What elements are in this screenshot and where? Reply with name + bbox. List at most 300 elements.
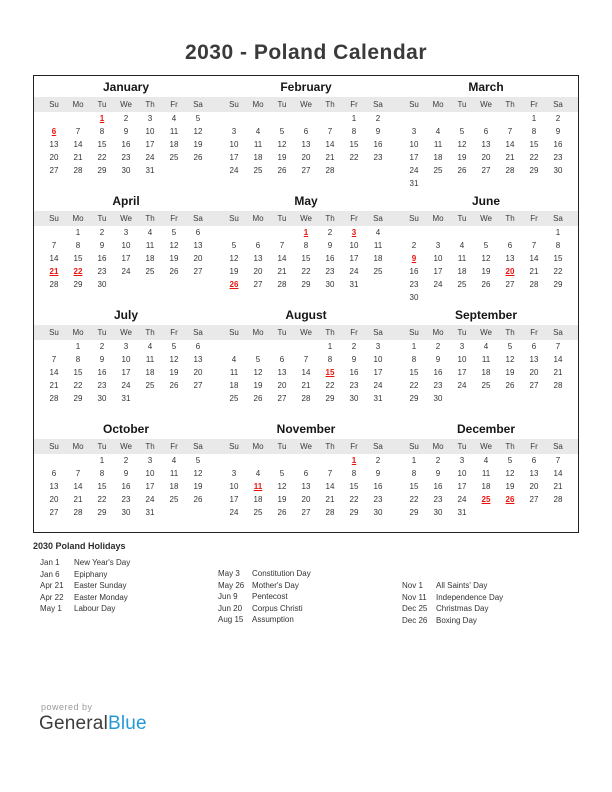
day-cell: 16 bbox=[373, 140, 383, 149]
day-cell: 19 bbox=[277, 495, 287, 504]
day-cell: 31 bbox=[457, 508, 467, 517]
day-cell: 9 bbox=[375, 469, 381, 478]
month-march bbox=[402, 76, 570, 190]
day-cell: 6 bbox=[303, 469, 309, 478]
day-cell: 23 bbox=[325, 267, 335, 276]
day-cell: 26 bbox=[253, 394, 263, 403]
empty-cell bbox=[474, 392, 498, 405]
weekday-label: Th bbox=[145, 100, 155, 109]
day-cell: 28 bbox=[73, 508, 83, 517]
day-cell: 15 bbox=[349, 140, 359, 149]
day-cell: 2 bbox=[351, 342, 357, 351]
day-cell: 12 bbox=[277, 140, 287, 149]
day-cell: 3 bbox=[375, 342, 381, 351]
day-cell: 23 bbox=[97, 381, 107, 390]
day-cell: 2 bbox=[375, 114, 381, 123]
day-cell: 20 bbox=[49, 153, 59, 162]
day-cell: 22 bbox=[553, 267, 563, 276]
holiday-date: May 3 bbox=[218, 569, 240, 578]
holiday-date: Nov 1 bbox=[402, 581, 423, 590]
day-cell: 29 bbox=[73, 394, 83, 403]
day-cell: 29 bbox=[553, 280, 563, 289]
empty-cell bbox=[450, 177, 474, 190]
day-cell: 27 bbox=[49, 166, 59, 175]
holiday-entry bbox=[218, 603, 311, 615]
day-cell: 10 bbox=[457, 355, 467, 364]
empty-cell bbox=[522, 226, 546, 239]
weekday-label: Sa bbox=[553, 214, 563, 223]
day-cell: 14 bbox=[529, 254, 539, 263]
day-cell: 21 bbox=[301, 381, 311, 390]
month-title: May bbox=[294, 194, 318, 208]
weekday-label: Tu bbox=[277, 214, 287, 223]
holiday-column-2 bbox=[218, 568, 311, 626]
day-cell: 22 bbox=[529, 153, 539, 162]
empty-cell bbox=[186, 278, 210, 291]
day-cell: 27 bbox=[193, 267, 203, 276]
weekday-label: Sa bbox=[373, 214, 383, 223]
weekday-label: Fr bbox=[350, 328, 358, 337]
empty-cell bbox=[522, 177, 546, 190]
empty-cell bbox=[294, 454, 318, 467]
day-cell: 11 bbox=[457, 254, 467, 263]
holiday-entry bbox=[402, 580, 503, 592]
day-cell: 3 bbox=[231, 469, 237, 478]
day-cell: 30 bbox=[373, 508, 383, 517]
day-cell: 14 bbox=[277, 254, 287, 263]
day-cell: 20 bbox=[529, 482, 539, 491]
day-cell: 19 bbox=[505, 482, 515, 491]
day-cell: 9 bbox=[99, 355, 105, 364]
day-cell: 6 bbox=[195, 342, 201, 351]
holiday-date: Aug 15 bbox=[218, 615, 244, 624]
holiday-date: Jun 9 bbox=[218, 592, 238, 601]
holiday-date: Apr 21 bbox=[40, 581, 64, 590]
weekday-label: We bbox=[120, 442, 132, 451]
day-cell: 4 bbox=[375, 228, 381, 237]
day-cell: 22 bbox=[325, 381, 335, 390]
weekday-label: Sa bbox=[193, 442, 203, 451]
day-cell: 18 bbox=[481, 368, 491, 377]
day-cell: 21 bbox=[529, 267, 539, 276]
month-title: February bbox=[280, 80, 332, 94]
day-cell: 1 bbox=[99, 114, 105, 123]
weekday-label: Th bbox=[505, 100, 515, 109]
day-cell: 30 bbox=[121, 166, 131, 175]
empty-cell bbox=[474, 177, 498, 190]
day-cell: 11 bbox=[145, 355, 155, 364]
day-cell: 20 bbox=[529, 368, 539, 377]
day-cell: 15 bbox=[325, 368, 335, 377]
day-cell: 14 bbox=[73, 140, 83, 149]
day-cell: 24 bbox=[457, 495, 467, 504]
empty-cell bbox=[546, 392, 570, 405]
day-cell: 7 bbox=[507, 127, 513, 136]
day-cell: 27 bbox=[49, 508, 59, 517]
day-cell: 6 bbox=[531, 456, 537, 465]
empty-cell bbox=[270, 226, 294, 239]
day-cell: 15 bbox=[349, 482, 359, 491]
empty-cell bbox=[294, 340, 318, 353]
day-cell: 14 bbox=[73, 482, 83, 491]
holiday-name: Constitution Day bbox=[252, 569, 311, 578]
day-cell: 31 bbox=[349, 280, 359, 289]
empty-cell bbox=[162, 392, 186, 405]
day-cell: 21 bbox=[505, 153, 515, 162]
empty-cell bbox=[522, 291, 546, 304]
empty-cell bbox=[42, 340, 66, 353]
day-cell: 13 bbox=[193, 355, 203, 364]
day-cell: 25 bbox=[145, 267, 155, 276]
weekday-label: We bbox=[480, 328, 492, 337]
day-cell: 15 bbox=[301, 254, 311, 263]
weekday-label: Sa bbox=[373, 442, 383, 451]
weekday-label: Mo bbox=[432, 214, 444, 223]
day-cell: 26 bbox=[505, 381, 515, 390]
empty-cell bbox=[402, 226, 426, 239]
day-cell: 9 bbox=[411, 254, 417, 263]
day-cell: 4 bbox=[171, 114, 177, 123]
day-cell: 21 bbox=[49, 381, 59, 390]
weekday-label: Th bbox=[145, 328, 155, 337]
day-cell: 9 bbox=[435, 469, 441, 478]
day-cell: 30 bbox=[97, 394, 107, 403]
month-title: April bbox=[112, 194, 140, 208]
day-cell: 2 bbox=[123, 456, 129, 465]
day-cell: 5 bbox=[195, 114, 201, 123]
day-cell: 24 bbox=[409, 166, 419, 175]
day-cell: 10 bbox=[433, 254, 443, 263]
month-grid bbox=[402, 439, 570, 519]
day-cell: 29 bbox=[409, 394, 419, 403]
day-cell: 30 bbox=[433, 394, 443, 403]
weekday-label: Su bbox=[409, 100, 419, 109]
holiday-entry bbox=[402, 592, 503, 604]
day-cell: 17 bbox=[145, 140, 155, 149]
powered-by-text: powered by bbox=[41, 702, 93, 712]
day-cell: 18 bbox=[457, 267, 467, 276]
day-cell: 3 bbox=[147, 456, 153, 465]
day-cell: 16 bbox=[409, 267, 419, 276]
day-cell: 22 bbox=[97, 153, 107, 162]
empty-cell bbox=[162, 278, 186, 291]
day-cell: 1 bbox=[351, 456, 357, 465]
day-cell: 21 bbox=[73, 153, 83, 162]
weekday-label: We bbox=[300, 442, 312, 451]
weekday-label: Fr bbox=[350, 100, 358, 109]
month-september bbox=[402, 304, 570, 418]
day-cell: 10 bbox=[145, 469, 155, 478]
day-cell: 20 bbox=[301, 495, 311, 504]
empty-cell bbox=[498, 112, 522, 125]
weekday-label: We bbox=[480, 442, 492, 451]
weekday-label: Tu bbox=[277, 328, 287, 337]
day-cell: 26 bbox=[193, 495, 203, 504]
day-cell: 25 bbox=[169, 153, 179, 162]
weekday-label: Sa bbox=[553, 328, 563, 337]
day-cell: 13 bbox=[193, 241, 203, 250]
day-cell: 9 bbox=[375, 127, 381, 136]
empty-cell bbox=[546, 177, 570, 190]
weekday-label: Fr bbox=[170, 100, 178, 109]
day-cell: 23 bbox=[373, 153, 383, 162]
weekday-label: Su bbox=[49, 214, 59, 223]
weekday-label: Th bbox=[325, 100, 335, 109]
month-june bbox=[402, 190, 570, 304]
holiday-entry bbox=[40, 592, 130, 604]
day-cell: 19 bbox=[457, 153, 467, 162]
month-grid bbox=[402, 97, 570, 190]
holiday-column-3 bbox=[402, 580, 503, 626]
day-cell: 19 bbox=[253, 381, 263, 390]
day-cell: 3 bbox=[231, 127, 237, 136]
day-cell: 12 bbox=[169, 241, 179, 250]
day-cell: 29 bbox=[529, 166, 539, 175]
day-cell: 18 bbox=[229, 381, 239, 390]
day-cell: 2 bbox=[123, 114, 129, 123]
day-cell: 18 bbox=[145, 254, 155, 263]
empty-cell bbox=[270, 112, 294, 125]
day-cell: 3 bbox=[123, 228, 129, 237]
day-cell: 29 bbox=[97, 508, 107, 517]
day-cell: 20 bbox=[193, 254, 203, 263]
day-cell: 25 bbox=[481, 495, 491, 504]
day-cell: 17 bbox=[229, 495, 239, 504]
day-cell: 29 bbox=[349, 508, 359, 517]
day-cell: 15 bbox=[553, 254, 563, 263]
day-cell: 10 bbox=[373, 355, 383, 364]
empty-cell bbox=[138, 278, 162, 291]
day-cell: 7 bbox=[303, 355, 309, 364]
day-cell: 28 bbox=[505, 166, 515, 175]
weekday-label: Su bbox=[229, 442, 239, 451]
day-cell: 5 bbox=[171, 228, 177, 237]
weekday-label: Tu bbox=[97, 442, 107, 451]
day-cell: 1 bbox=[99, 456, 105, 465]
day-cell: 3 bbox=[147, 114, 153, 123]
weekday-label: Th bbox=[145, 442, 155, 451]
day-cell: 26 bbox=[277, 166, 287, 175]
weekday-label: We bbox=[480, 100, 492, 109]
day-cell: 11 bbox=[253, 140, 263, 149]
day-cell: 20 bbox=[505, 267, 515, 276]
day-cell: 2 bbox=[327, 228, 333, 237]
day-cell: 11 bbox=[433, 140, 443, 149]
empty-cell bbox=[498, 226, 522, 239]
day-cell: 8 bbox=[99, 469, 105, 478]
day-cell: 5 bbox=[255, 355, 261, 364]
day-cell: 31 bbox=[145, 508, 155, 517]
day-cell: 25 bbox=[373, 267, 383, 276]
day-cell: 30 bbox=[409, 293, 419, 302]
day-cell: 28 bbox=[325, 166, 335, 175]
empty-cell bbox=[318, 454, 342, 467]
day-cell: 28 bbox=[73, 166, 83, 175]
day-cell: 28 bbox=[529, 280, 539, 289]
day-cell: 16 bbox=[97, 368, 107, 377]
month-title: July bbox=[113, 308, 138, 322]
day-cell: 23 bbox=[433, 381, 443, 390]
month-grid bbox=[222, 325, 390, 405]
empty-cell bbox=[498, 177, 522, 190]
day-cell: 31 bbox=[145, 166, 155, 175]
weekday-label: Sa bbox=[193, 328, 203, 337]
weekday-label: Fr bbox=[350, 214, 358, 223]
empty-cell bbox=[450, 392, 474, 405]
day-cell: 24 bbox=[373, 381, 383, 390]
day-cell: 24 bbox=[121, 267, 131, 276]
holiday-entry bbox=[218, 568, 311, 580]
day-cell: 13 bbox=[49, 140, 59, 149]
day-cell: 27 bbox=[301, 166, 311, 175]
day-cell: 25 bbox=[253, 166, 263, 175]
holiday-date: May 1 bbox=[40, 604, 62, 613]
day-cell: 5 bbox=[231, 241, 237, 250]
day-cell: 22 bbox=[73, 381, 83, 390]
day-cell: 20 bbox=[193, 368, 203, 377]
day-cell: 5 bbox=[279, 127, 285, 136]
day-cell: 1 bbox=[303, 228, 309, 237]
day-cell: 16 bbox=[97, 254, 107, 263]
day-cell: 13 bbox=[481, 140, 491, 149]
day-cell: 24 bbox=[349, 267, 359, 276]
holiday-entry bbox=[218, 591, 311, 603]
empty-cell bbox=[42, 112, 66, 125]
day-cell: 15 bbox=[97, 482, 107, 491]
day-cell: 13 bbox=[49, 482, 59, 491]
day-cell: 25 bbox=[229, 394, 239, 403]
holiday-name: Epiphany bbox=[74, 569, 108, 579]
day-cell: 27 bbox=[481, 166, 491, 175]
day-cell: 12 bbox=[169, 355, 179, 364]
empty-cell bbox=[162, 506, 186, 519]
day-cell: 17 bbox=[457, 482, 467, 491]
day-cell: 11 bbox=[481, 355, 491, 364]
empty-cell bbox=[246, 340, 270, 353]
month-february bbox=[222, 76, 390, 190]
weekday-label: Tu bbox=[457, 328, 467, 337]
day-cell: 29 bbox=[409, 508, 419, 517]
day-cell: 18 bbox=[169, 482, 179, 491]
day-cell: 5 bbox=[507, 456, 513, 465]
day-cell: 8 bbox=[531, 127, 537, 136]
day-cell: 23 bbox=[553, 153, 563, 162]
day-cell: 21 bbox=[277, 267, 287, 276]
month-may bbox=[222, 190, 390, 304]
day-cell: 7 bbox=[279, 241, 285, 250]
brand-part-blue: Blue bbox=[108, 713, 147, 734]
weekday-label: Th bbox=[325, 442, 335, 451]
day-cell: 18 bbox=[373, 254, 383, 263]
day-cell: 28 bbox=[325, 508, 335, 517]
day-cell: 17 bbox=[121, 368, 131, 377]
month-grid bbox=[42, 97, 210, 177]
day-cell: 1 bbox=[411, 342, 417, 351]
empty-cell bbox=[474, 112, 498, 125]
day-cell: 5 bbox=[483, 241, 489, 250]
day-cell: 25 bbox=[145, 381, 155, 390]
day-cell: 12 bbox=[505, 469, 515, 478]
empty-cell bbox=[450, 226, 474, 239]
day-cell: 19 bbox=[169, 254, 179, 263]
day-cell: 9 bbox=[555, 127, 561, 136]
brand-part-general: General bbox=[39, 713, 108, 734]
empty-cell bbox=[318, 112, 342, 125]
month-august bbox=[222, 304, 390, 418]
day-cell: 10 bbox=[457, 469, 467, 478]
day-cell: 26 bbox=[169, 381, 179, 390]
day-cell: 24 bbox=[229, 508, 239, 517]
day-cell: 19 bbox=[229, 267, 239, 276]
weekday-label: We bbox=[120, 328, 132, 337]
day-cell: 8 bbox=[351, 127, 357, 136]
calendar-grid bbox=[33, 75, 579, 533]
day-cell: 9 bbox=[123, 469, 129, 478]
holiday-name: Assumption bbox=[252, 615, 294, 624]
day-cell: 26 bbox=[193, 153, 203, 162]
day-cell: 17 bbox=[409, 153, 419, 162]
empty-cell bbox=[450, 291, 474, 304]
empty-cell bbox=[186, 164, 210, 177]
day-cell: 8 bbox=[351, 469, 357, 478]
weekday-label: Tu bbox=[97, 328, 107, 337]
day-cell: 29 bbox=[325, 394, 335, 403]
month-row bbox=[34, 190, 578, 304]
day-cell: 6 bbox=[279, 355, 285, 364]
day-cell: 8 bbox=[303, 241, 309, 250]
day-cell: 11 bbox=[253, 482, 263, 491]
weekday-label: Su bbox=[409, 442, 419, 451]
day-cell: 5 bbox=[195, 456, 201, 465]
weekday-label: Mo bbox=[72, 442, 84, 451]
day-cell: 23 bbox=[121, 153, 131, 162]
day-cell: 28 bbox=[553, 495, 563, 504]
day-cell: 1 bbox=[411, 456, 417, 465]
day-cell: 16 bbox=[121, 140, 131, 149]
day-cell: 21 bbox=[325, 153, 335, 162]
holiday-name: Labour Day bbox=[74, 604, 116, 613]
weekday-label: Mo bbox=[432, 328, 444, 337]
day-cell: 4 bbox=[231, 355, 237, 364]
holiday-entry bbox=[402, 615, 503, 627]
holiday-date: Jan 1 bbox=[40, 558, 60, 567]
holiday-date: May 26 bbox=[218, 580, 245, 590]
empty-cell bbox=[270, 340, 294, 353]
holiday-column-1 bbox=[40, 557, 130, 615]
empty-cell bbox=[426, 291, 450, 304]
day-cell: 12 bbox=[457, 140, 467, 149]
month-october bbox=[42, 418, 210, 532]
month-row bbox=[34, 304, 578, 418]
empty-cell bbox=[366, 164, 390, 177]
day-cell: 21 bbox=[553, 368, 563, 377]
day-cell: 24 bbox=[433, 280, 443, 289]
month-title: December bbox=[456, 422, 516, 436]
day-cell: 11 bbox=[481, 469, 491, 478]
empty-cell bbox=[138, 392, 162, 405]
day-cell: 7 bbox=[51, 241, 57, 250]
weekday-label: Fr bbox=[170, 214, 178, 223]
empty-cell bbox=[522, 506, 546, 519]
day-cell: 19 bbox=[169, 368, 179, 377]
day-cell: 29 bbox=[97, 166, 107, 175]
empty-cell bbox=[426, 112, 450, 125]
day-cell: 24 bbox=[457, 381, 467, 390]
day-cell: 3 bbox=[411, 127, 417, 136]
day-cell: 19 bbox=[277, 153, 287, 162]
day-cell: 31 bbox=[409, 179, 419, 188]
day-cell: 7 bbox=[75, 127, 81, 136]
